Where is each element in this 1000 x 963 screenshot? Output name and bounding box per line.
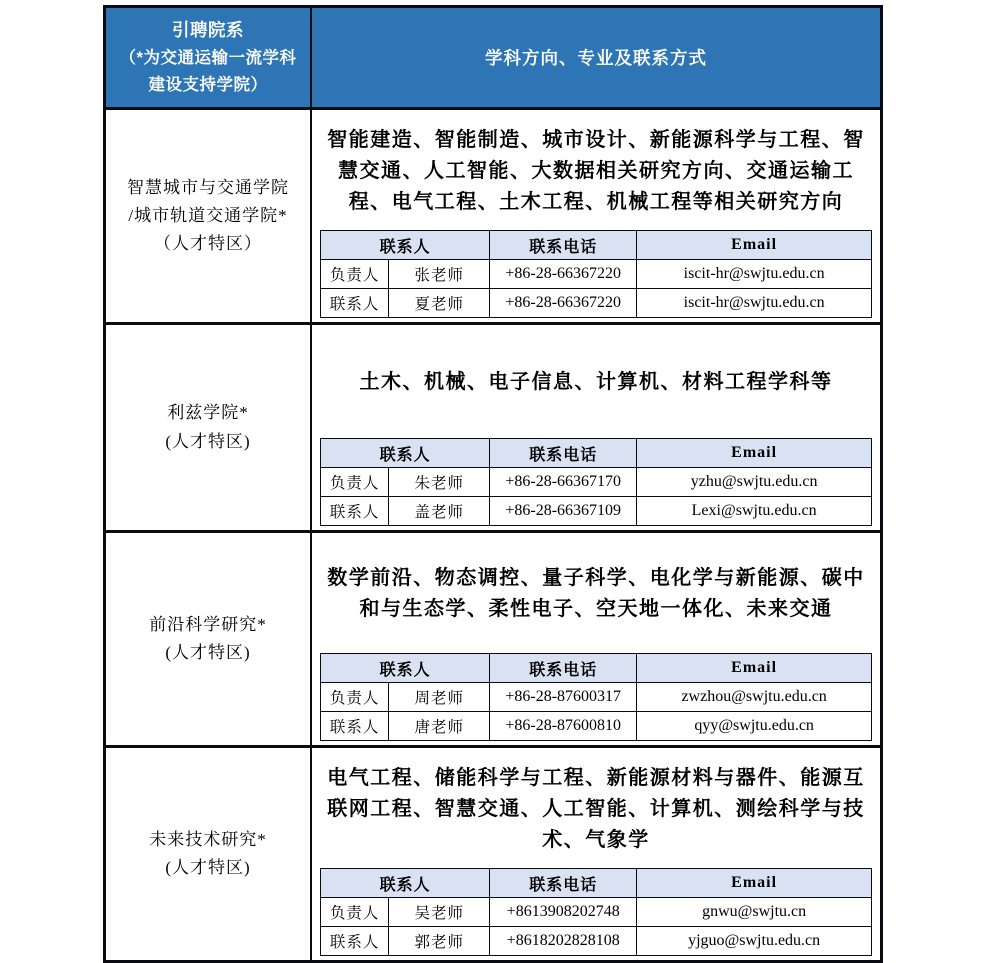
contact-role: 负责人: [321, 468, 389, 497]
contact-header-email: Email: [637, 654, 872, 683]
department-name-line: 智慧城市与交通学院: [127, 177, 289, 197]
contact-phone: +86-28-66367220: [490, 289, 637, 318]
contact-header-person: 联系人: [321, 869, 490, 898]
contact-name: 夏老师: [389, 289, 490, 318]
disciplines-text: 数学前沿、物态调控、量子科学、电化学与新能源、碳中和与生态学、柔性电子、空天地一体化、未来交通: [327, 567, 865, 620]
contact-header-person: 联系人: [321, 231, 490, 260]
contact-table: [320, 230, 872, 318]
contact-name: 朱老师: [389, 468, 490, 497]
contact-phone: +86-28-66367170: [490, 468, 637, 497]
contact-phone: +86-28-66367220: [490, 260, 637, 289]
contact-role: 联系人: [321, 927, 389, 956]
contact-role: 联系人: [321, 497, 389, 526]
contact-phone: +8618202828108: [490, 927, 637, 956]
contact-row: [321, 898, 872, 927]
header-cell-departments: [106, 8, 312, 107]
contact-name: 周老师: [389, 683, 490, 712]
contact-name: 吴老师: [389, 898, 490, 927]
contact-phone: +86-28-87600810: [490, 712, 637, 741]
contact-name: 张老师: [389, 260, 490, 289]
header-departments-line2: （*为交通运输一流学科: [119, 48, 297, 67]
contact-email: iscit-hr@swjtu.edu.cn: [637, 289, 872, 318]
contact-row: [321, 497, 872, 526]
department-name-line: 未来技术研究*: [149, 829, 267, 849]
department-name-cell: [106, 533, 312, 745]
header-departments-line1: 引聘院系: [172, 19, 244, 40]
contact-table: [320, 438, 872, 526]
contact-email: yzhu@swjtu.edu.cn: [637, 468, 872, 497]
header-departments-line3: 建设支持学院）: [148, 75, 268, 94]
contact-phone: +86-28-87600317: [490, 683, 637, 712]
table-header-row: [106, 8, 880, 110]
contact-email: zwzhou@swjtu.edu.cn: [637, 683, 872, 712]
department-name-line: 前沿科学研究*: [149, 614, 267, 634]
contact-header-row: [321, 654, 872, 683]
department-detail-cell: [312, 325, 880, 530]
contact-role: 联系人: [321, 289, 389, 318]
contact-email: Lexi@swjtu.edu.cn: [637, 497, 872, 526]
contact-role: 联系人: [321, 712, 389, 741]
contact-email: qyy@swjtu.edu.cn: [637, 712, 872, 741]
contact-header-email: Email: [637, 231, 872, 260]
department-row-frontier-science: [106, 533, 880, 748]
contact-row: [321, 683, 872, 712]
contact-name: 郭老师: [389, 927, 490, 956]
contact-role: 负责人: [321, 683, 389, 712]
contact-phone: +8613908202748: [490, 898, 637, 927]
department-detail-cell: [312, 110, 880, 322]
contact-header-person: 联系人: [321, 439, 490, 468]
contact-role: 负责人: [321, 898, 389, 927]
contact-header-row: [321, 231, 872, 260]
contact-header-row: [321, 869, 872, 898]
disciplines-text: 电气工程、储能科学与工程、新能源材料与器件、能源互联网工程、智慧交通、人工智能、计算机、测绘科学与技术、气象学: [327, 766, 865, 851]
recruitment-table: [103, 5, 883, 963]
contact-row: [321, 468, 872, 497]
department-row-leeds: [106, 325, 880, 533]
contact-header-phone: 联系电话: [490, 654, 637, 683]
contact-header-email: Email: [637, 869, 872, 898]
contact-name: 盖老师: [389, 497, 490, 526]
contact-row: [321, 927, 872, 956]
contact-table: [320, 868, 872, 956]
contact-name: 唐老师: [389, 712, 490, 741]
department-name-line: (人才特区): [165, 643, 251, 662]
contact-table: [320, 653, 872, 741]
contact-header-phone: 联系电话: [490, 869, 637, 898]
header-disciplines-label: 学科方向、专业及联系方式: [485, 48, 707, 68]
disciplines-text: 智能建造、智能制造、城市设计、新能源科学与工程、智慧交通、人工智能、大数据相关研究方向、交通运输工程、电气工程、土木工程、机械工程等相关研究方向: [327, 128, 865, 213]
contact-header-phone: 联系电话: [490, 439, 637, 468]
department-detail-cell: [312, 533, 880, 745]
disciplines-text: 土木、机械、电子信息、计算机、材料工程学科等: [359, 371, 833, 393]
header-cell-disciplines: [312, 8, 880, 107]
department-name-line: （人才特区）: [154, 234, 262, 254]
contact-row: [321, 260, 872, 289]
contact-email: yjguo@swjtu.edu.cn: [637, 927, 872, 956]
contact-row: [321, 289, 872, 318]
contact-role: 负责人: [321, 260, 389, 289]
contact-email: gnwu@swjtu.cn: [637, 898, 872, 927]
department-row-smart-city: [106, 110, 880, 325]
contact-row: [321, 712, 872, 741]
contact-phone: +86-28-66367109: [490, 497, 637, 526]
department-name-cell: [106, 325, 312, 530]
department-name-line: (人才特区): [165, 858, 251, 877]
department-detail-cell: [312, 748, 880, 960]
contact-header-row: [321, 439, 872, 468]
contact-header-phone: 联系电话: [490, 231, 637, 260]
contact-email: iscit-hr@swjtu.edu.cn: [637, 260, 872, 289]
department-row-future-technology: [106, 748, 880, 960]
department-name-line: (人才特区): [165, 431, 251, 451]
department-name-cell: [106, 748, 312, 960]
department-name-cell: [106, 110, 312, 322]
department-name-line: /城市轨道交通学院*: [128, 205, 288, 225]
department-name-line: 利兹学院*: [167, 403, 249, 423]
contact-header-email: Email: [637, 439, 872, 468]
contact-header-person: 联系人: [321, 654, 490, 683]
